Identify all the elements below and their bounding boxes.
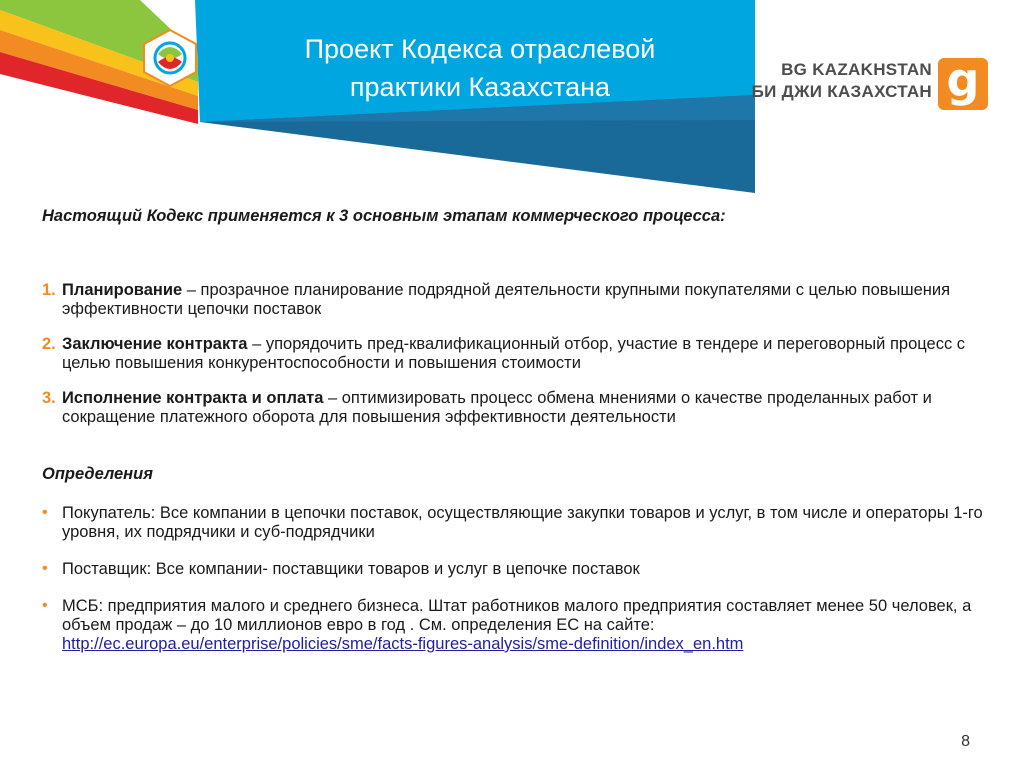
slide-title [230, 30, 730, 106]
slide-title-line2: практики Казахстана [349, 72, 611, 102]
bullet-icon: • [42, 504, 48, 521]
page-number: 8 [961, 733, 970, 750]
stage-name: Исполнение контракта и оплата [62, 389, 324, 407]
stage-list [42, 281, 987, 443]
definition-text: Покупатель: Все компании в цепочки поставок, осуществляющие закупки товаров и услуг, в том числе и операторы 1-го уровня, их подрядчики и суб-подрядчики [62, 504, 983, 541]
stage-item [42, 335, 987, 373]
definition-item [42, 560, 987, 579]
stage-description: – упорядочить пред-квалификационный отбор, участие в тендере и переговорный процесс с целью повышения конкурентоспособности и повышения стоимости [62, 335, 966, 372]
definitions-list [42, 504, 987, 672]
logo-text [752, 59, 932, 103]
logo-line2: БИ ДЖИ КАЗАХСТАН [751, 82, 932, 101]
stage-number: 1. [42, 281, 56, 299]
definitions-heading: Определения [42, 465, 153, 483]
bg-kazakhstan-logo [751, 53, 990, 112]
sme-definition-link[interactable]: http://ec.europa.eu/enterprise/policies/sme/facts-figures-analysis/sme-definition/index_en.htm [62, 635, 744, 653]
stage-name: Планирование [62, 281, 183, 299]
stage-number: 2. [42, 335, 56, 353]
slide-title-line1: Проект Кодекса отраслевой [304, 34, 656, 64]
slide-content [42, 207, 987, 653]
definition-text: МСБ: предприятия малого и среднего бизнеса. Штат работников малого предприятия составляет менее 50 человек, а объем продаж – до 10 миллионов евро в год . См. определения ЕС на сайте: [62, 597, 972, 634]
stage-description: – оптимизировать процесс обмена мнениями о качестве проделанных работ и сокращение платежного оборота для повышения эффективности деятельности [62, 389, 932, 426]
intro-text: Настоящий Кодекс применяется к 3 основным этапам коммерческого процесса: [42, 207, 726, 225]
stage-name: Заключение контракта [62, 335, 248, 353]
bullet-icon: • [42, 560, 48, 577]
logo-line1: BG KAZAKHSTAN [781, 60, 932, 79]
definition-item [42, 504, 987, 542]
stage-number: 3. [42, 389, 56, 407]
stage-description: – прозрачное планирование подрядной деятельности крупными покупателями с целью повышения эффективности цепочки поставок [62, 281, 951, 318]
definition-item [42, 597, 987, 654]
stage-item [42, 389, 987, 427]
definition-text: Поставщик: Все компании- поставщики товаров и услуг в цепочке поставок [62, 560, 640, 578]
stage-item [42, 281, 987, 319]
bullet-icon: • [42, 597, 48, 614]
logo-g-icon: g [938, 58, 988, 110]
